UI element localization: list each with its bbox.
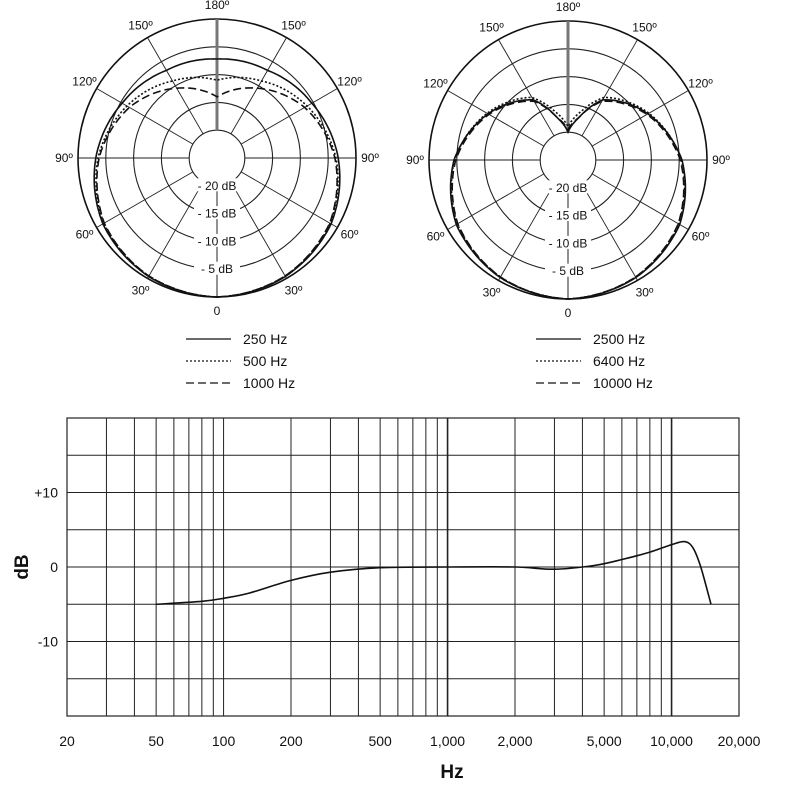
x-tick-label: 10,000 <box>650 733 693 749</box>
polar-chart-low-frequencies <box>55 0 379 318</box>
polar-angle-label: 30º <box>131 283 150 298</box>
polar-spoke <box>582 40 638 136</box>
x-tick-label: 200 <box>279 733 303 749</box>
polar-angle-label: 30º <box>284 283 303 298</box>
x-tick-label: 2,000 <box>497 733 533 749</box>
x-tick-label: 20,000 <box>717 733 761 749</box>
y-tick-label: +10 <box>34 484 58 501</box>
y-tick-label: 0 <box>50 559 58 575</box>
x-tick-label: 20 <box>59 733 75 749</box>
polar-spoke <box>241 89 337 145</box>
x-tick-label: 100 <box>211 733 236 749</box>
ring-label: - 15 dB <box>548 208 588 223</box>
polar-angle-label: 90º <box>55 151 73 165</box>
frequency-response-curve <box>156 542 711 605</box>
polar-angle-label: 30º <box>635 285 654 300</box>
polar-angle-label: 120º <box>72 74 97 89</box>
ring-label: - 20 dB <box>548 180 588 195</box>
x-tick-label: 5,000 <box>586 733 622 749</box>
legend-label: 1000 Hz <box>243 375 296 391</box>
polar-spoke <box>499 40 555 136</box>
polar-angle-label: 0 <box>213 304 221 318</box>
polar-spoke <box>592 91 688 147</box>
polar-spoke <box>97 172 193 228</box>
legend-label: 500 Hz <box>243 353 288 369</box>
legend-label: 2500 Hz <box>593 331 646 347</box>
ring-label: - 5 dB <box>200 262 234 277</box>
polar-angle-label: 30º <box>482 285 501 300</box>
polar-angle-label: 60º <box>75 227 94 242</box>
polar-angle-label: 180º <box>555 0 581 14</box>
x-axis-title: Hz <box>440 762 464 783</box>
polar-ring <box>189 130 245 186</box>
polar-angle-label: 120º <box>337 74 362 89</box>
polar-spoke <box>241 172 337 228</box>
x-tick-label: 500 <box>368 733 392 749</box>
polar-angle-label: 90º <box>712 153 730 167</box>
polar-angle-label: 150º <box>632 20 657 35</box>
y-tick-label: -10 <box>37 633 58 650</box>
polar-ring <box>540 132 596 188</box>
ring-label: - 10 dB <box>197 234 237 249</box>
legend-label: 250 Hz <box>243 331 288 347</box>
polar-angle-label: 150º <box>479 20 504 35</box>
polar-angle-label: 60º <box>340 227 359 242</box>
frequency-response-chart <box>12 418 761 783</box>
polar-angle-label: 120º <box>423 76 448 91</box>
polar-spoke <box>592 174 688 230</box>
polar-chart-high-frequencies <box>406 0 730 320</box>
polar-angle-label: 180º <box>204 0 230 12</box>
polar-angle-label: 90º <box>406 153 424 167</box>
legend-low-frequencies <box>186 331 295 391</box>
polar-angle-label: 150º <box>128 18 153 33</box>
legend-high-frequencies <box>536 331 653 391</box>
ring-label: - 5 dB <box>551 264 585 279</box>
polar-angle-label: 90º <box>361 151 379 165</box>
polar-angle-label: 60º <box>426 229 445 244</box>
legend-label: 10000 Hz <box>593 375 653 391</box>
y-axis-title: dB <box>12 554 33 580</box>
x-tick-label: 50 <box>148 733 164 749</box>
polar-spoke <box>448 174 544 230</box>
ring-label: - 20 dB <box>197 178 237 193</box>
ring-label: - 15 dB <box>197 206 237 221</box>
ring-label: - 10 dB <box>548 236 588 251</box>
polar-angle-label: 0 <box>564 306 572 320</box>
polar-spoke <box>448 91 544 147</box>
x-tick-label: 1,000 <box>430 733 466 749</box>
polar-angle-label: 150º <box>281 18 306 33</box>
legend-label: 6400 Hz <box>593 353 646 369</box>
polar-angle-label: 120º <box>688 76 713 91</box>
polar-angle-label: 60º <box>691 229 710 244</box>
